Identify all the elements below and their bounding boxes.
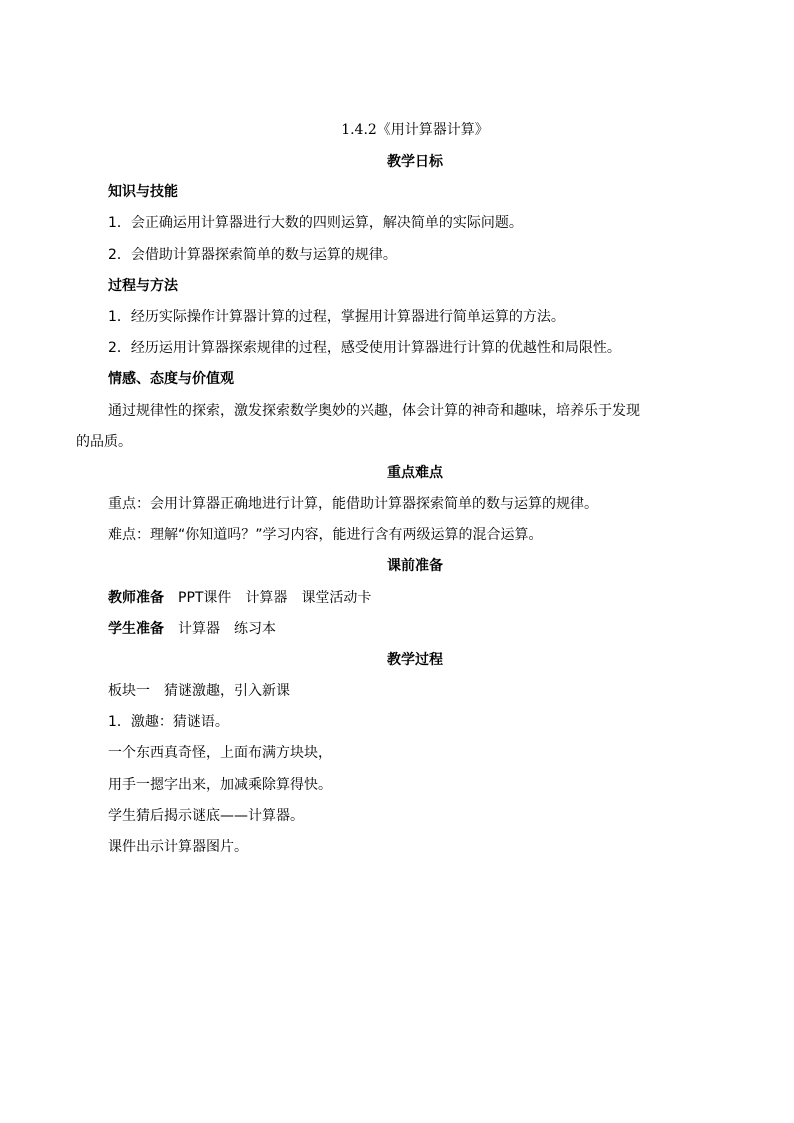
- process-method-heading: 过程与方法: [108, 278, 178, 294]
- key-points-heading: 重点难点: [387, 465, 443, 481]
- student-item: 计算器: [178, 621, 220, 637]
- knowledge-item-2: 2．会借助计算器探索简单的数与运算的规律。: [108, 247, 397, 263]
- teacher-item: 课堂活动卡: [301, 590, 372, 606]
- block-one-title: 猜谜激趣，引入新课: [164, 683, 290, 699]
- student-preparation-row: [108, 619, 276, 639]
- knowledge-item-1: 1．会正确运用计算器进行大数的四则运算，解决简单的实际问题。: [108, 215, 523, 231]
- key-point-text: 重点：会用计算器正确地进行计算，能借助计算器探索简单的数与运算的规律。: [108, 496, 598, 512]
- emotion-paragraph-line-2: 的品质。: [76, 434, 132, 450]
- teaching-process-heading: 教学过程: [387, 652, 443, 668]
- difficult-point-text: 难点：理解“你知道吗？”学习内容，能进行含有两级运算的混合运算。: [108, 527, 543, 543]
- process-line: 1．激趣：猜谜语。: [108, 714, 229, 730]
- objectives-heading: 教学日标: [387, 154, 443, 170]
- process-line: 课件出示计算器图片。: [108, 839, 248, 855]
- preparation-heading: 课前准备: [387, 558, 443, 574]
- knowledge-heading: 知识与技能: [108, 184, 178, 200]
- emotion-paragraph-line-1: 通过规律性的探索，激发探索数学奥妙的兴趣，体会计算的神奇和趣味，培养乐于发现: [108, 403, 640, 419]
- teacher-preparation-row: [108, 588, 371, 608]
- student-item: 练习本: [234, 621, 276, 637]
- emotion-heading: 情感、态度与价值观: [108, 371, 234, 387]
- process-line: 一个东西真奇怪，上面布满方块块，: [108, 745, 332, 761]
- teacher-item: PPT课件: [178, 590, 232, 606]
- teacher-preparation-label: 教师准备: [108, 590, 164, 606]
- document-title: 1.4.2《用计算器计算》: [341, 122, 489, 138]
- block-one-label: 板块一: [108, 683, 150, 699]
- process-line: 用手一摁字出来，加减乘除算得快。: [108, 777, 332, 793]
- process-method-item-2: 2．经历运用计算器探索规律的过程，感受使用计算器进行计算的优越性和局限性。: [108, 340, 621, 356]
- teacher-item: 计算器: [245, 590, 288, 606]
- block-one-row: [108, 681, 290, 701]
- process-method-item-1: 1．经历实际操作计算器计算的过程，掌握用计算器进行简单运算的方法。: [108, 309, 565, 325]
- process-line: 学生猜后揭示谜底——计算器。: [108, 808, 304, 824]
- student-preparation-label: 学生准备: [108, 621, 164, 637]
